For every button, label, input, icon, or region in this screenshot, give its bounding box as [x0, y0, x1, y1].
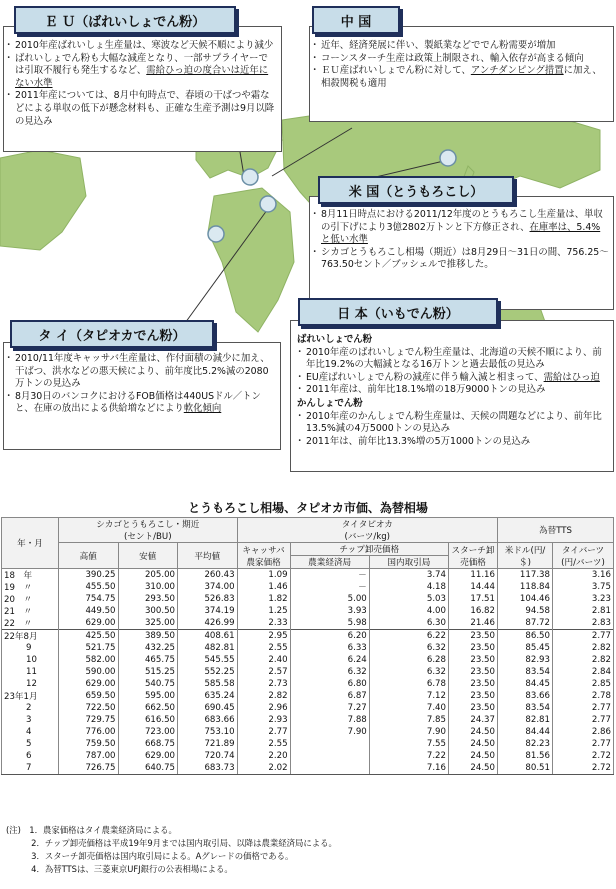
table-cell: 7.85 — [369, 714, 448, 726]
eu-list — [4, 27, 281, 128]
table-cell: 5.00 — [290, 593, 369, 605]
table-cell: 6.30 — [369, 617, 448, 630]
table-cell: 683.73 — [178, 762, 238, 775]
table-cell: 6.33 — [290, 642, 369, 654]
table-cell: 408.61 — [178, 630, 238, 643]
col-year: 年・月 — [2, 518, 59, 569]
col-chip-a: 農業経済局 — [290, 556, 369, 569]
table-cell: 2.55 — [237, 738, 290, 750]
table-cell: 7.88 — [290, 714, 369, 726]
table-cell: 2.73 — [237, 678, 290, 690]
china-item: ・ 近年、経済発展に伴い、製紙業などででん粉需要が増加 — [312, 40, 609, 53]
table-cell: 325.00 — [118, 617, 178, 630]
table-cell: 23.50 — [449, 642, 498, 654]
table-row — [2, 726, 614, 738]
table-cell: 455.50 — [59, 581, 119, 593]
table-cell: 17.51 — [449, 593, 498, 605]
table-cell: 83.54 — [498, 702, 553, 714]
eu-item: ・ 2011年産については、8月中旬時点で、春頃の干ばつや霜などによる単収の低下が懸念材料も、正確な生産予測は9月以降の見込み — [6, 90, 277, 128]
table-cell: 6.87 — [290, 690, 369, 702]
table-cell: 9 — [2, 642, 59, 654]
table-cell: 721.89 — [178, 738, 238, 750]
table-cell: 2.93 — [237, 714, 290, 726]
table-cell: 2.55 — [237, 642, 290, 654]
table-cell: 515.25 — [118, 666, 178, 678]
table-cell: 668.75 — [118, 738, 178, 750]
table-cell: 754.75 — [59, 593, 119, 605]
table-cell: 3.23 — [553, 593, 614, 605]
table-cell: 6.32 — [369, 666, 448, 678]
table-cell: 465.75 — [118, 654, 178, 666]
japan-list-potato — [297, 347, 609, 397]
usa-box — [309, 196, 614, 310]
table-cell: 432.25 — [118, 642, 178, 654]
china-title: 中 国 — [312, 6, 400, 34]
table-cell: 3.75 — [553, 581, 614, 593]
table-cell: 118.84 — [498, 581, 553, 593]
table-cell: 390.25 — [59, 569, 119, 582]
africa-land — [208, 188, 294, 332]
table-cell: 7 — [2, 762, 59, 775]
table-cell: 759.50 — [59, 738, 119, 750]
china-item: ・ コーンスターチ生産は政策上制限され、輸入依存が高まる傾向 — [312, 53, 609, 66]
table-cell: 2.77 — [237, 726, 290, 738]
eu-marker — [242, 169, 258, 185]
table-cell: 2.77 — [553, 702, 614, 714]
eu-title: Ｅ Ｕ（ばれいしょでん粉） — [14, 6, 236, 34]
col-starch: スターチ卸売価格 — [449, 543, 498, 569]
table-cell: 683.66 — [178, 714, 238, 726]
table-cell: 425.50 — [59, 630, 119, 643]
table-cell: 2.95 — [237, 630, 290, 643]
table-cell: 24.50 — [449, 726, 498, 738]
table-cell: 16.82 — [449, 605, 498, 617]
table-cell: 2.84 — [553, 666, 614, 678]
table-cell: 82.23 — [498, 738, 553, 750]
table-row — [2, 630, 614, 643]
table-cell: 11 — [2, 666, 59, 678]
japan-item: ・ EU産ばれいしょでん粉の減産に伴う輸入減と相まって、需給はひっ迫 — [297, 372, 609, 385]
table-cell: 23.50 — [449, 702, 498, 714]
table-cell: 720.74 — [178, 750, 238, 762]
table-cell: 776.00 — [59, 726, 119, 738]
table-cell: 84.44 — [498, 726, 553, 738]
col-usd: 米ドル(円/＄) — [498, 543, 553, 569]
table-cell: － — [290, 581, 369, 593]
table-cell: 6.78 — [369, 678, 448, 690]
table-cell: 426.99 — [178, 617, 238, 630]
table-cell: 6 — [2, 750, 59, 762]
japan-title: 日 本（いもでん粉） — [298, 298, 498, 326]
table-cell: 24.50 — [449, 738, 498, 750]
table-cell: 94.58 — [498, 605, 553, 617]
table-cell: 2 — [2, 702, 59, 714]
table-cell: 2.83 — [553, 617, 614, 630]
table-cell: 83.54 — [498, 666, 553, 678]
table-cell: 787.00 — [59, 750, 119, 762]
table-cell: 629.00 — [118, 750, 178, 762]
table-cell: 722.50 — [59, 702, 119, 714]
price-table — [1, 517, 614, 775]
table-cell: 22 〃 — [2, 617, 59, 630]
table-row — [2, 581, 614, 593]
col-high: 高値 — [59, 543, 119, 569]
table-cell: 2.72 — [553, 750, 614, 762]
table-cell: 4.00 — [369, 605, 448, 617]
japan-box — [290, 320, 614, 472]
table-cell: 24.50 — [449, 762, 498, 775]
table-cell: 2.78 — [553, 690, 614, 702]
table-cell: 616.50 — [118, 714, 178, 726]
table-cell: 2.85 — [553, 678, 614, 690]
usa-item: ・ 8月11日時点における2011/12年度のとうもろこし生産量は、単収の引下げにより3億2802万トンと下方修正され、在庫率は、5.4%と低い水準 — [312, 209, 609, 247]
japan-item: ・ 2010年産のかんしょでん粉生産量は、天候の問題などにより、前年比13.5%減の4万5000トンの見込み — [297, 411, 609, 436]
table-cell: 23.50 — [449, 630, 498, 643]
table-cell: 1.82 — [237, 593, 290, 605]
north-america-land — [0, 150, 86, 250]
table-cell: 6.20 — [290, 630, 369, 643]
table-cell: 3 — [2, 714, 59, 726]
table-cell: 81.56 — [498, 750, 553, 762]
table-cell: 662.50 — [118, 702, 178, 714]
table-cell: 23.50 — [449, 678, 498, 690]
table-cell: 7.90 — [290, 726, 369, 738]
table-cell: 482.81 — [178, 642, 238, 654]
japan-sub-sweetpotato: かんしょでん粉 — [297, 397, 363, 409]
china-marker — [260, 196, 276, 212]
japan-item: ・ 2010年産のばれいしょでん粉生産量は、北海道の天候不順により、前年比19.2%の大幅減となる16万トンと過去最低の見込み — [297, 347, 609, 372]
table-cell: 6.24 — [290, 654, 369, 666]
table-cell: 7.90 — [369, 726, 448, 738]
table-cell: 582.00 — [59, 654, 119, 666]
table-cell: 3.93 — [290, 605, 369, 617]
table-cell: 11.16 — [449, 569, 498, 582]
table-cell: 729.75 — [59, 714, 119, 726]
thai-box — [3, 342, 281, 450]
table-row — [2, 678, 614, 690]
col-chip: チップ卸売価格 — [290, 543, 448, 556]
table-cell: 585.58 — [178, 678, 238, 690]
table-row — [2, 569, 614, 582]
table-cell: 4 — [2, 726, 59, 738]
table-cell: 595.00 — [118, 690, 178, 702]
table-cell: 80.51 — [498, 762, 553, 775]
col-thai: タイタピオカ (バーツ/kg) — [237, 518, 497, 543]
table-cell: 21 〃 — [2, 605, 59, 617]
table-row — [2, 750, 614, 762]
table-cell: 389.50 — [118, 630, 178, 643]
col-chip-b: 国内取引局 — [369, 556, 448, 569]
table-cell: 7.55 — [369, 738, 448, 750]
table-cell: 6.32 — [290, 666, 369, 678]
table-cell: 23.50 — [449, 666, 498, 678]
table-cell: 24.37 — [449, 714, 498, 726]
table-cell: 635.24 — [178, 690, 238, 702]
col-avg: 平均値 — [178, 543, 238, 569]
table-cell: 5 — [2, 738, 59, 750]
table-cell: 540.75 — [118, 678, 178, 690]
table-cell: 2.77 — [553, 714, 614, 726]
table-cell: 374.19 — [178, 605, 238, 617]
table-row — [2, 714, 614, 726]
table-cell: 2.40 — [237, 654, 290, 666]
china-item: ・ ＥＵ産ばれいしょでん粉に対して、アンチダンピング措置に加え、相殺関税も適用 — [312, 65, 609, 90]
table-cell: 2.02 — [237, 762, 290, 775]
usa-item: ・ シカゴとうもろこし相場（期近）は8月29日〜31日の間、756.25〜763.50セント／ブッシェルで推移した。 — [312, 247, 609, 272]
table-cell: 2.82 — [237, 690, 290, 702]
table-cell: 3.74 — [369, 569, 448, 582]
table-cell: 7.40 — [369, 702, 448, 714]
table-cell: 19 〃 — [2, 581, 59, 593]
table-cell: 7.27 — [290, 702, 369, 714]
col-chicago: シカゴとうもろこし・期近 (セント/BU) — [59, 518, 238, 543]
table-cell: 7.12 — [369, 690, 448, 702]
table-cell: 449.50 — [59, 605, 119, 617]
table-cell: 2.33 — [237, 617, 290, 630]
china-list — [310, 27, 613, 90]
table-cell: 205.00 — [118, 569, 178, 582]
table-cell: 21.46 — [449, 617, 498, 630]
table-cell: 521.75 — [59, 642, 119, 654]
table-cell: 6.32 — [369, 642, 448, 654]
note: 2．チップ卸売価格は平成19年9月までは国内取引局、以降は農業経済局による。 — [6, 838, 337, 848]
table-cell: 20 〃 — [2, 593, 59, 605]
table-row — [2, 738, 614, 750]
table-cell: 23年1月 — [2, 690, 59, 702]
table-cell: 2.82 — [553, 654, 614, 666]
table-cell: 104.46 — [498, 593, 553, 605]
table-cell: 23.50 — [449, 690, 498, 702]
table-cell: 526.83 — [178, 593, 238, 605]
table-cell: 23.50 — [449, 654, 498, 666]
note: 3．スターチ卸売価格は国内取引局による。Aグレードの価格である。 — [6, 851, 294, 861]
table-cell: 5.03 — [369, 593, 448, 605]
table-cell — [290, 750, 369, 762]
table-row — [2, 666, 614, 678]
table-cell: 10 — [2, 654, 59, 666]
usa-marker — [440, 150, 456, 166]
table-row — [2, 654, 614, 666]
table-cell: 2.57 — [237, 666, 290, 678]
table-cell: 6.80 — [290, 678, 369, 690]
table-cell: 690.45 — [178, 702, 238, 714]
table-cell — [290, 762, 369, 775]
japan-list-sweetpotato — [297, 411, 609, 449]
eu-box — [3, 26, 282, 152]
table-cell: 2.72 — [553, 762, 614, 775]
table-cell: 2.82 — [553, 642, 614, 654]
table-cell: 3.16 — [553, 569, 614, 582]
table-cell: 6.28 — [369, 654, 448, 666]
table-cell: 7.16 — [369, 762, 448, 775]
eu-item: ・ 2010年産ばれいしょ生産量は、寒波など天候不順により減少 — [6, 40, 277, 53]
table-cell: 723.00 — [118, 726, 178, 738]
table-notes — [6, 824, 337, 876]
table-cell: 753.10 — [178, 726, 238, 738]
table-cell: 2.20 — [237, 750, 290, 762]
table-row — [2, 605, 614, 617]
table-cell: 1.46 — [237, 581, 290, 593]
col-tts: 為替TTS — [498, 518, 614, 543]
table-row — [2, 702, 614, 714]
table-cell: 24.50 — [449, 750, 498, 762]
table-cell: 552.25 — [178, 666, 238, 678]
table-row — [2, 617, 614, 630]
table-cell: 2.81 — [553, 605, 614, 617]
table-row — [2, 593, 614, 605]
eu-item: ・ ばれいしょでん粉も大幅な減産となり、一部サプライヤーでは引取不履行も発生するなど、需給ひっ迫の度合いは近年にない水準 — [6, 53, 277, 91]
table-cell: 629.00 — [59, 617, 119, 630]
thai-item: ・ 2010/11年度キャッサバ生産量は、作付面積の減少に加え、干ばつ、洪水などの悪天候により、前年度比5.2%減の2080万トンの見込み — [6, 353, 276, 391]
japan-sub-potato: ばれいしょでん粉 — [297, 334, 373, 345]
table-cell: 14.44 — [449, 581, 498, 593]
table-cell: 659.50 — [59, 690, 119, 702]
table-cell: 6.22 — [369, 630, 448, 643]
table-cell: 726.75 — [59, 762, 119, 775]
table-cell: 374.00 — [178, 581, 238, 593]
table-cell: 12 — [2, 678, 59, 690]
table-cell: 2.77 — [553, 738, 614, 750]
table-cell: 300.50 — [118, 605, 178, 617]
note: (注) 1．農家価格はタイ農業経済局による。 — [6, 825, 177, 835]
table-cell — [290, 738, 369, 750]
table-cell: － — [290, 569, 369, 582]
table-row — [2, 762, 614, 775]
table-cell: 293.50 — [118, 593, 178, 605]
china-box — [309, 26, 614, 122]
table-cell: 310.00 — [118, 581, 178, 593]
col-baht: タイバーツ(円/バーツ) — [553, 543, 614, 569]
col-cassava: キャッサバ農家価格 — [237, 543, 290, 569]
thai-marker — [208, 226, 224, 242]
thai-item: ・ 8月30日のバンコクにおけるFOB価格は440USドル／トンと、在庫の放出による供給増などにより軟化傾向 — [6, 391, 276, 416]
table-cell: 260.43 — [178, 569, 238, 582]
usa-list — [310, 197, 613, 272]
japan-item: ・ 2011年産は、前年比18.1%増の18万9000トンの見込み — [297, 384, 609, 397]
table-title: とうもろこし相場、タピオカ市価、為替相場 — [188, 501, 428, 515]
table-cell: 22年8月 — [2, 630, 59, 643]
table-row — [2, 642, 614, 654]
table-cell: 1.25 — [237, 605, 290, 617]
table-cell: 87.72 — [498, 617, 553, 630]
usa-title: 米 国（とうもろこし） — [318, 176, 514, 204]
table-cell: 590.00 — [59, 666, 119, 678]
col-low: 安値 — [118, 543, 178, 569]
thai-list — [4, 343, 280, 416]
table-cell: 4.18 — [369, 581, 448, 593]
table-cell: 2.77 — [553, 630, 614, 643]
table-cell: 2.96 — [237, 702, 290, 714]
japan-item: ・ 2011年は、前年比13.3%増の5万1000トンの見込み — [297, 436, 609, 449]
thai-title: タ イ（タピオカでん粉） — [10, 320, 214, 348]
table-cell: 1.09 — [237, 569, 290, 582]
table-cell: 7.22 — [369, 750, 448, 762]
table-cell: 86.50 — [498, 630, 553, 643]
table-row — [2, 690, 614, 702]
table-cell: 18 年 — [2, 569, 59, 582]
table-cell: 117.38 — [498, 569, 553, 582]
table-cell: 545.55 — [178, 654, 238, 666]
table-cell: 2.86 — [553, 726, 614, 738]
table-cell: 83.66 — [498, 690, 553, 702]
note: 4．為替TTSは、三菱東京UFJ銀行の公表相場による。 — [6, 864, 233, 874]
table-cell: 85.45 — [498, 642, 553, 654]
table-cell: 640.75 — [118, 762, 178, 775]
table-cell: 629.00 — [59, 678, 119, 690]
table-cell: 82.81 — [498, 714, 553, 726]
table-cell: 5.98 — [290, 617, 369, 630]
table-cell: 82.93 — [498, 654, 553, 666]
table-cell: 84.45 — [498, 678, 553, 690]
